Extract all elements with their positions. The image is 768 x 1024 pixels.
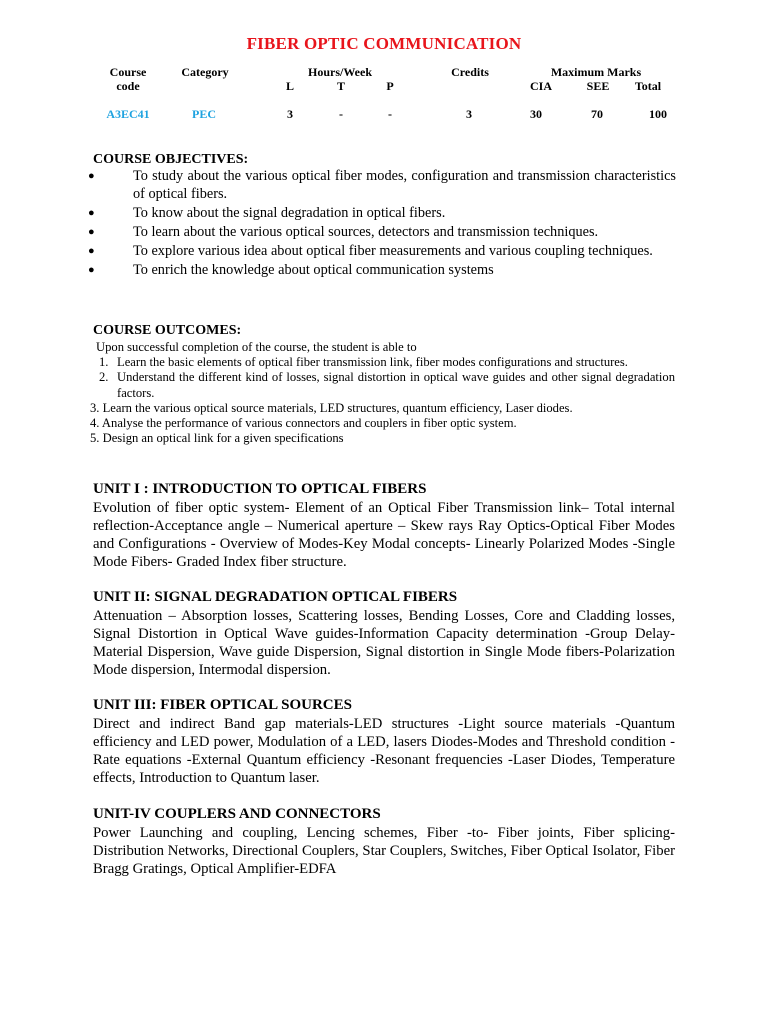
outcome-item: 3. Learn the various optical source materials, LED structures, quantum efficiency, Laser diodes.: [90, 400, 573, 415]
page-title: FIBER OPTIC COMMUNICATION: [246, 34, 522, 53]
header-category: Category: [181, 65, 229, 79]
course-code-value: A3EC41: [106, 107, 150, 121]
header-maximum-marks: Maximum Marks: [550, 65, 642, 79]
credits-value: 3: [466, 107, 472, 121]
unit-1-content: Evolution of fiber optic system- Element of an Optical Fiber Transmission link– Total internal reflection-Acceptance angle – Numerical aperture – Skew rays Ray Optics-Optical Fiber Modes and Configurations - Overview of Modes-Key Modal concepts- Linearly Polarized Modes -Single Mode Fibers- Graded Index fiber structure.: [93, 500, 675, 571]
l-value: 3: [287, 107, 293, 121]
see-value: 70: [591, 107, 603, 121]
outcome-item: 2. Understand the different kind of losses, signal distortion in optical wave guides and other signal degradation factors.: [99, 370, 675, 400]
bullet-icon: ●: [88, 207, 95, 219]
bullet-icon: ●: [88, 245, 95, 257]
objective-item: ● To know about the signal degradation in optical fibers.: [88, 205, 446, 221]
bullet-icon: ●: [88, 170, 95, 182]
outcomes-list: [90, 340, 675, 446]
header-code: code: [116, 79, 140, 93]
outcome-item: 5. Design an optical link for a given specifications: [90, 431, 344, 446]
total-value: 100: [649, 107, 667, 121]
objective-item: ● To enrich the knowledge about optical communication systems: [88, 262, 494, 278]
header-credits: Credits: [451, 65, 489, 79]
objectives-list: [86, 167, 676, 280]
category-value: PEC: [192, 107, 216, 121]
header-hours-week: Hours/Week: [307, 65, 372, 79]
header-see: SEE: [586, 79, 610, 93]
unit-3-heading: UNIT III: FIBER OPTICAL SOURCES: [93, 697, 352, 713]
objectives-heading: COURSE OBJECTIVES:: [93, 152, 249, 167]
unit-3-content: Direct and indirect Band gap materials-LED structures -Light source materials -Quantum efficiency and LED power, Modulation of a LED, lasers Diodes-Modes and Threshold condition -Rate equations -External Quantum efficiency -Resonant frequencies -Laser Diodes, Temperature effects, Introduction to Quantum laser.: [93, 716, 675, 787]
t-value: -: [339, 107, 343, 121]
unit-4-content: Power Launching and coupling, Lencing schemes, Fiber -to- Fiber joints, Fiber splicing-Distribution Networks, Directional Couplers, Star Couplers, Switches, Fiber Optical Isolator, Fiber Bragg Gratings, Optical Amplifier-EDFA: [93, 825, 675, 878]
cia-value: 30: [530, 107, 542, 121]
unit-4-heading: UNIT-IV COUPLERS AND CONNECTORS: [93, 806, 381, 822]
objective-item: ● To explore various idea about optical fiber measurements and various coupling techniques.: [88, 243, 653, 259]
bullet-icon: ●: [88, 264, 95, 276]
header-total: Total: [634, 79, 662, 93]
outcome-item: 4. Analyse the performance of various connectors and couplers in fiber optic system.: [90, 416, 517, 431]
outcomes-intro: Upon successful completion of the course, the student is able to: [96, 340, 417, 354]
unit-2-heading: UNIT II: SIGNAL DEGRADATION OPTICAL FIBERS: [93, 589, 458, 605]
unit-2-content: Attenuation – Absorption losses, Scattering losses, Bending Losses, Core and Cladding losses, Signal Distortion in Optical Wave guides-Information Capacity determination -Group Delay-Material Dispersion, Wave guide Dispersion, Signal distortion in Single Mode fibers-Polarization Mode dispersion, Intermodal dispersion.: [93, 608, 675, 679]
header-t: T: [336, 79, 345, 93]
header-course: Course: [109, 65, 147, 79]
objective-item: ● To learn about the various optical sources, detectors and transmission techniques.: [88, 224, 599, 240]
objective-item: ● To study about the various optical fiber modes, configuration and transmission characteristics of optical fibers.: [88, 168, 676, 202]
bullet-icon: ●: [88, 226, 95, 238]
header-l: L: [285, 79, 294, 93]
outcome-item: 1. Learn the basic elements of optical fiber transmission link, fiber modes configurations and structures.: [99, 355, 628, 370]
outcomes-heading: COURSE OUTCOMES:: [93, 323, 242, 338]
p-value: -: [388, 107, 392, 121]
unit-1-heading: UNIT I : INTRODUCTION TO OPTICAL FIBERS: [93, 481, 427, 497]
header-cia: CIA: [529, 79, 552, 93]
header-p: P: [386, 79, 394, 93]
